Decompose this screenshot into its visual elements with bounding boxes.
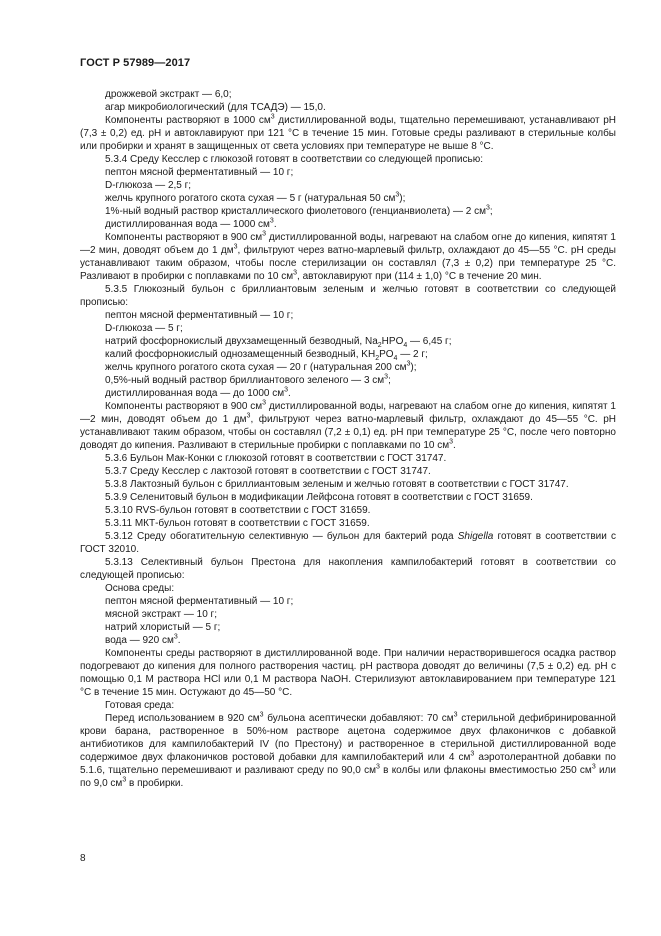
- recipe-line: дистиллированная вода — до 1000 $см^3$.: [105, 386, 291, 399]
- recipe-line: 0,5%-ный водный раствор бриллиантового зеленого — 3 $см^3$;: [105, 373, 391, 386]
- paragraph: Компоненты растворяют в 1000 $см^3$ дистиллированной воды, тщательно перемешивают, устанавливают рН (7,3 ± 0,2) ед. рН и автоклавируют при 121 °С в течение 15 мин. Готовые среды разливают в стерильные колбы или пробирки и хранят в защищенных от света условиях при температуре не выше 8 °С.: [80, 113, 616, 152]
- paragraph: 5.3.13 Селективный бульон Престона для накопления кампилобактерий готовят в соответствии со следующей прописью:: [80, 557, 616, 581]
- recipe-line: агар микробиологический (для ТСАДЭ) — 15,0.: [105, 102, 326, 113]
- paragraph: Компоненты растворяют в 900 $см^3$ дистиллированной воды, нагревают на слабом огне до кипения, кипятят 1—2 мин, доводят объем до 1 $дм^3$, фильтруют через ватно-марлевый фильтр, охлаждают до 45—55 °С. рН среды устанавливают таким образом, чтобы после стерилизации он составлял (7,3 ± 0,2) при температуре 25 °С. Разливают в пробирки с поплавками по 10 $см^3$, автоклавируют при (114 ± 1,0) °С в течение 20 мин.: [80, 230, 616, 282]
- recipe-line: пептон мясной ферментативный — 10 г;: [105, 310, 294, 321]
- page-number: 8: [80, 853, 86, 864]
- recipe-line: 1%-ный водный раствор кристаллического фиолетового (генцианвиолета) — 2 $см^3$;: [105, 204, 493, 217]
- recipe-line: пептон мясной ферментативный — 10 г;: [105, 596, 294, 607]
- paragraph: 5.3.4 Среду Кесслер с глюкозой готовят в соответствии со следующей прописью:: [105, 154, 483, 165]
- paragraph: 5.3.10 RVS-бульон готовят в соответствии с ГОСТ 31659.: [105, 505, 371, 516]
- document-body: [80, 88, 616, 790]
- recipe-line: мясной экстракт — 10 г;: [105, 609, 217, 620]
- paragraph: 5.3.12 Среду обогатительную селективную — бульон для бактерий рода Shigella готовят в соответствии с ГОСТ 32010.: [80, 531, 616, 555]
- paragraph: Компоненты растворяют в 900 $см^3$ дистиллированной воды, нагревают на слабом огне до кипения, кипятят 1—2 мин, доводят объем до 1 $дм^3$, фильтруют через ватно-марлевый фильтр, охлаждают до 45—55 °С. рН устанавливают таким образом, чтобы он составлял (7,2 ± 0,1) ед. рН при температуре 25 °С, после чего повторно доводят до кипения. Разливают в стерильные пробирки с поплавками по 10 $см^3$.: [80, 399, 617, 451]
- paragraph: 5.3.9 Селенитовый бульон в модификации Лейфсона готовят в соответствии с ГОСТ 31659.: [105, 492, 533, 503]
- recipe-line: калий фосфорнокислый однозамещенный безводный, $KH_2PO_4$ — 2 г;: [105, 349, 428, 362]
- recipe-line: желчь крупного рогатого скота сухая — 5 г (натуральная 50 $см^3$);: [105, 191, 406, 204]
- recipe-line: D-глюкоза — 2,5 г;: [105, 180, 192, 191]
- paragraph: 5.3.7 Среду Кесслер с лактозой готовят в соответствии с ГОСТ 31747.: [105, 466, 431, 477]
- recipe-line: пептон мясной ферментативный — 10 г;: [105, 167, 294, 178]
- recipe-line: натрий фосфорнокислый двухзамещенный безводный, $Na_2HPO_4$ — 6,45 г;: [105, 336, 452, 349]
- recipe-line: Готовая среда:: [105, 700, 175, 711]
- paragraph: 5.3.8 Лактозный бульон с бриллиантовым зеленым и желчью готовят в соответствии с ГОСТ 31747.: [105, 479, 569, 490]
- recipe-line: дистиллированная вода — 1000 $см^3$.: [105, 217, 277, 230]
- paragraph: Компоненты среды растворяют в дистиллированной воде. При наличии нерастворившегося осадка раствор подогревают до кипения для полного растворения частиц. рН раствора доводят до величины (7,5 ± 0,2) ед. рН с помощью 0,1 М раствора HCl или 0,1 М раствора NaOH. Стерилизуют автоклавированием при температуре 121 °С в течение 15 мин. Остужают до 45—50 °С.: [80, 648, 616, 698]
- recipe-line: желчь крупного рогатого скота сухая — 20 г (натуральная 200 $см^3$);: [105, 360, 417, 373]
- recipe-line: D-глюкоза — 5 г;: [105, 323, 183, 334]
- paragraph: Перед использованием в 920 $см^3$ бульона асептически добавляют: 70 $см^3$ стерильной дефибринированной крови барана, растворенное в 50%-ном растворе ацетона содержимое двух флаконичков с добавкой антибиотиков для кампилобактерий IV (по Престону) и растворенное в стерильной дистиллированной воде содержимое двух флаконичков ростовой добавки для кампилобактерий или 4 $см^3$ аэротолерантной добавки по 5.1.6, тщательно перемешивают и разливают среду по 90,0 $см^3$ в колбы или флаконы вместимостью 250 $см^3$ или по 9,0 $см^3$ в пробирки.: [80, 711, 617, 789]
- recipe-line: вода — 920 $см^3$.: [105, 633, 181, 646]
- recipe-line: натрий хлористый — 5 г;: [105, 622, 221, 633]
- recipe-line: Основа среды:: [105, 583, 175, 594]
- paragraph: 5.3.5 Глюкозный бульон с бриллиантовым зеленым и желчью готовят в соответствии со следующей прописью:: [80, 284, 616, 308]
- paragraph: 5.3.6 Бульон Мак-Конки с глюкозой готовят в соответствии с ГОСТ 31747.: [105, 453, 447, 464]
- recipe-line: дрожжевой экстракт — 6,0;: [105, 89, 232, 100]
- paragraph: 5.3.11 МКТ-бульон готовят в соответствии с ГОСТ 31659.: [105, 518, 370, 529]
- document-header: ГОСТ Р 57989—2017: [80, 57, 191, 69]
